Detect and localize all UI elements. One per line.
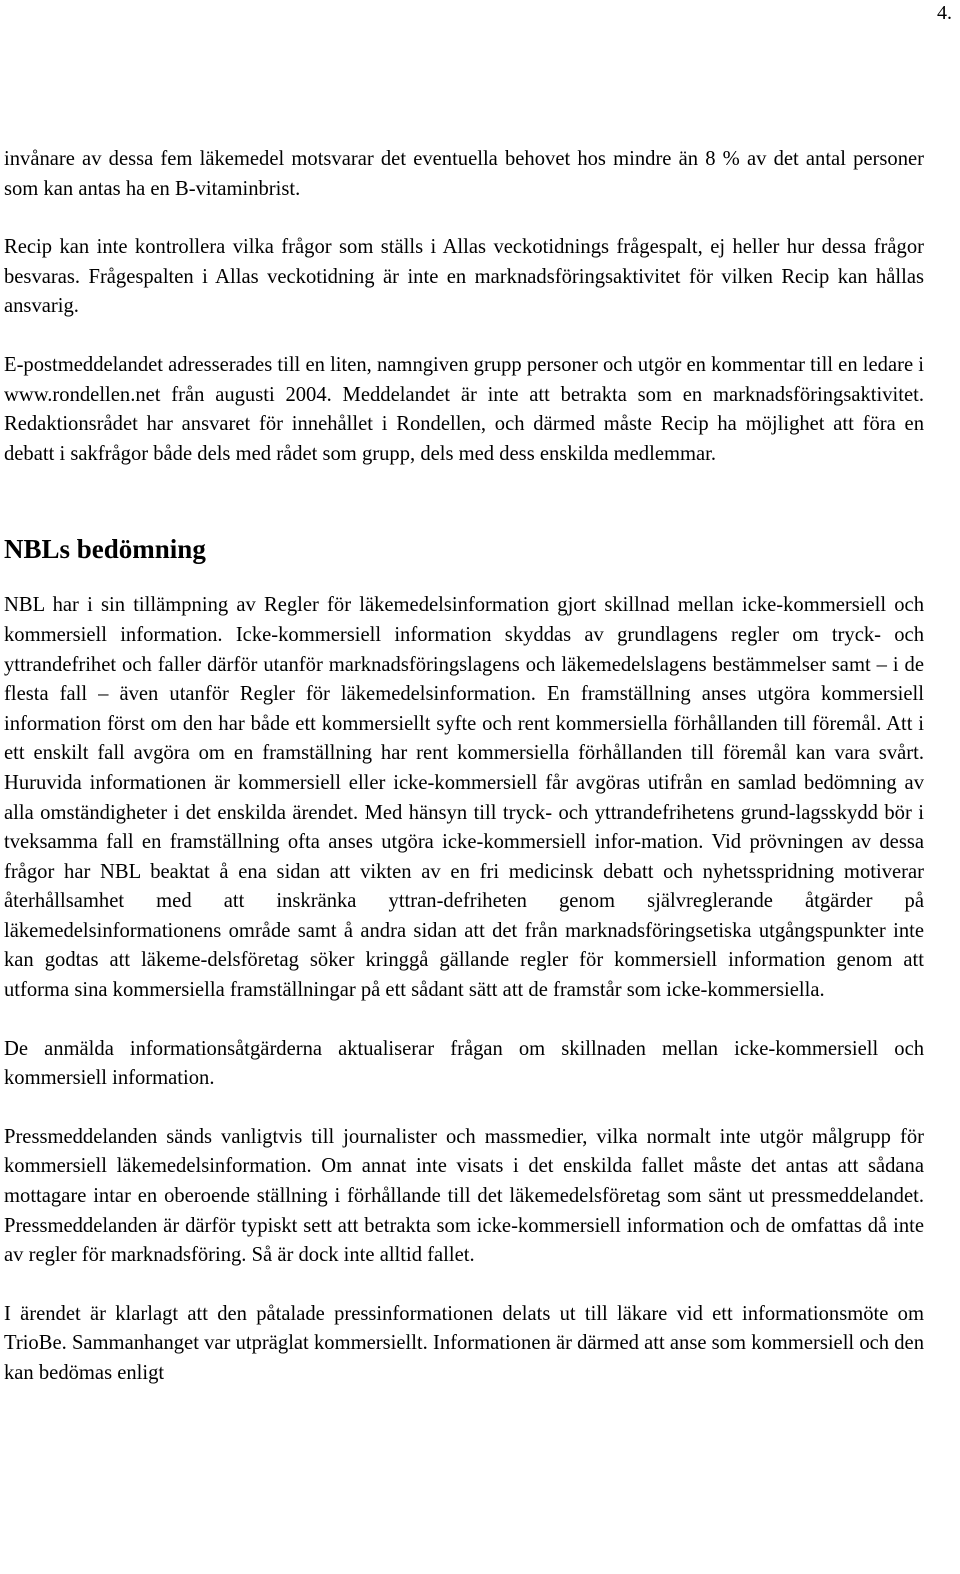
paragraph: Recip kan inte kontrollera vilka frågor som ställs i Allas veckotidnings frågespalt, ej heller hur dessa frågor besvaras. Frågespalten i Allas veckotidning är inte en marknadsföringsaktivitet för vilken Recip kan hållas ansvarig. — [4, 236, 924, 318]
paragraph: E-postmeddelandet adresserades till en liten, namngiven grupp personer och utgör en kommentar till en ledare i www.rondellen.net från augusti 2004. Meddelandet är inte att betrakta som en marknadsföringsaktivitet. Redaktionsrådet har ansvaret för innehållet i Rondellen, och därmed måste Recip ha möjlighet att föra en debatt i sakfrågor både dels med rådet som grupp, dels med dess enskilda medlemmar. — [4, 353, 924, 465]
document-body — [4, 145, 924, 1389]
paragraph: Pressmeddelanden sänds vanligtvis till journalister och massmedier, vilka normalt inte utgör målgrupp för kommersiell läkemedelsinformation. Om annat inte visats i det enskilda fallet måste det antas att sådana mottagare intar en oberoende ställning i förhållande till det läkemedelsföretag som sänt ut pressmeddelandet. Pressmeddelanden är därför typiskt sett att betrakta som icke-kommersiell information och de omfattas då inte av regler för marknadsföring. Så är dock inte alltid fallet. — [4, 1125, 924, 1267]
paragraph: invånare av dessa fem läkemedel motsvarar det eventuella behovet hos mindre än 8 % av det antal personer som kan antas ha en B-vitaminbrist. — [4, 148, 924, 200]
section-heading: NBLs bedömning — [4, 534, 206, 565]
paragraph: De anmälda informationsåtgärderna aktualiserar frågan om skillnaden mellan icke-kommersiell och kommersiell information. — [4, 1037, 924, 1090]
page-number: 4. — [937, 2, 952, 24]
paragraph: I ärendet är klarlagt att den påtalade pressinformationen delats ut till läkare vid ett informationsmöte om TrioBe. Sammanhanget var utpräglat kommersiellt. Informationen är därmed att anse som kommersiell och den kan bedömas enligt — [4, 1302, 924, 1384]
paragraph: NBL har i sin tillämpning av Regler för läkemedelsinformation gjort skillnad mellan icke-kommersiell och kommersiell information. Icke-kommersiell information skyddas av grundlagens regler om tryck- och yttrandefrihet och faller därför utanför marknadsföringslagens och läkemedelslagens bestämmelser samt – i de flesta fall – även utanför Regler för läkemedelsinformation. En framställning anses utgöra kommersiell information först om den har både ett kommersiellt syfte och rent kommersiella förhållanden till föremål. Att i ett enskilt fall avgöra om en framställning har rent kommersiella förhållanden till föremål kan vara svårt. Huruvida informationen är kommersiell eller icke-kommersiell får avgöras utifrån en samlad bedömning av alla omständigheter i det enskilda ärendet. Med hänsyn till tryck- och yttrandefrihetens grund-lagsskydd bör i tveksamma fall en framställning ofta anses utgöra icke-kommersiell infor-mation. Vid prövningen av dessa frågor har NBL beaktat å ena sidan att vikten av en fri medicinsk debatt och nyhetsspridning motiverar återhållsamhet med att inskränka yttran-defriheten genom självreglerande åtgärder på läkemedelsinformationens område samt å andra sidan att det från marknadsföringsetiska utgångspunkter inte kan godtas att läkeme-delsföretag söker kringgå gällande regler för kommersiell information genom att utforma sina kommersiella framställningar på ett sådant sätt att de framstår som icke-kommersiella. — [4, 594, 924, 1002]
